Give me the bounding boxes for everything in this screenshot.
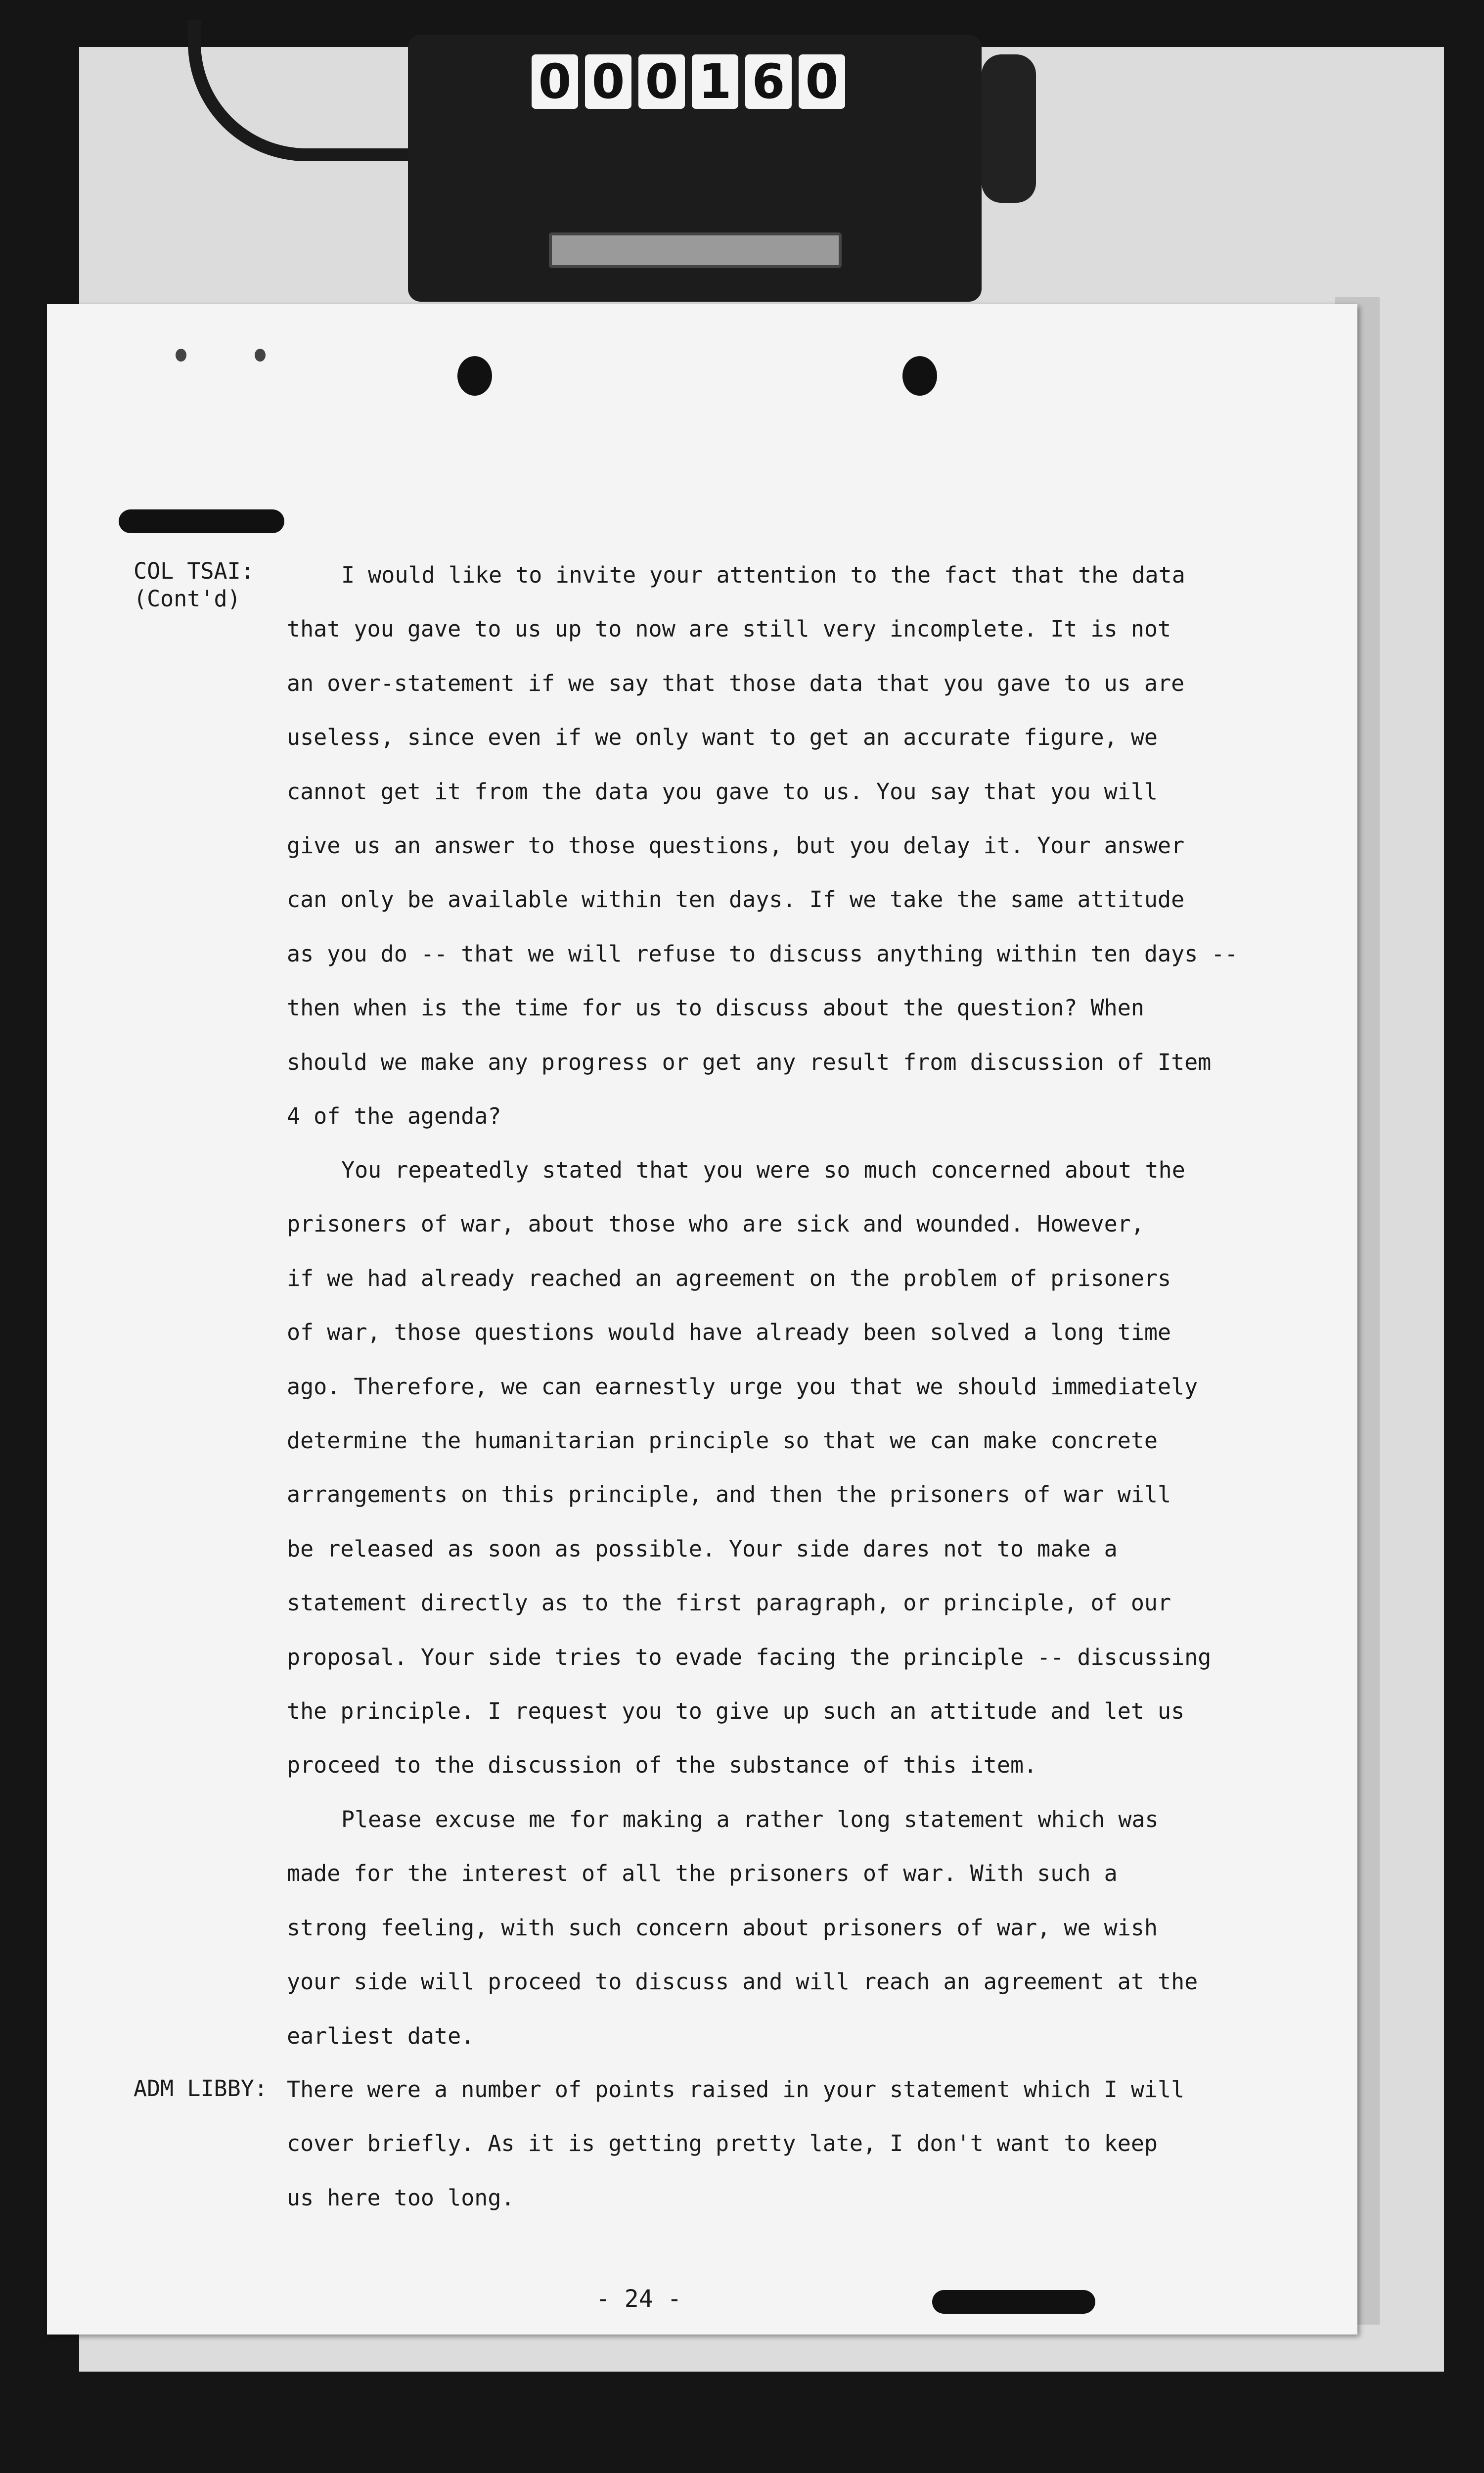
speaker-label-col-tsai: COL TSAI: (Cont'd) (134, 558, 254, 612)
counter-digit: 1 (692, 54, 738, 109)
counter-digit: 0 (638, 54, 685, 109)
counter-digit: 6 (745, 54, 792, 109)
staple-mark (255, 349, 266, 362)
counter-nameplate (549, 232, 842, 268)
counter-digit: 0 (532, 54, 578, 109)
page-number: - 24 - (596, 2285, 682, 2313)
staple-mark (176, 349, 186, 362)
speaker-label-adm-libby: ADM LIBBY: (134, 2075, 268, 2102)
counter-knob (982, 54, 1036, 203)
transcript-paragraph: There were a number of points raised in your statement which I will cover briefly. As it is getting pretty late, I don't want to keep us here too long. (287, 2076, 1185, 2211)
classification-redaction (119, 509, 284, 533)
transcript-paragraph: I would like to invite your attention to the fact that the data that you gave to us up to now are still very incomplete. It is not an over-statement if we say that those data that you gave to us are useless, since even if we only want to get an accurate figure, we cannot get it from the data you gave to us. You say that you will give us an answer to those questions, but you delay it. Your answer can only be available within ten days. If we take the same attitude as you do -- that we will refuse to discuss anything within ten days -- then when is the time for us to discuss about the question? When should we make any progress or get any result from discussion of Item 4 of the agenda? (287, 562, 1238, 1130)
frame-counter-digits (532, 54, 845, 109)
transcript-paragraph: You repeatedly stated that you were so much concerned about the prisoners of war, about those who are sick and wounded. However, if we had already reached an agreement on the problem of prisoners of war, those questions would have already been solved a long time ago. Therefore, we can earnestly urge you that we should immediately determine the humanitarian principle so that we can make concrete arrangements on this principle, and then the prisoners of war will be released as soon as possible. Your side dares not to make a statement directly as to the first paragraph, or principle, of our proposal. Your side tries to evade facing the principle -- discussing the principle. I request you to give up such an attitude and let us proceed to the discussion of the substance of this item. (287, 1157, 1212, 1779)
transcript-paragraph: Please excuse me for making a rather long statement which was made for the interest of all the prisoners of war. With such a strong feeling, with such concern about prisoners of war, we wish your side will proceed to discuss and will reach an agreement at the earliest date. (287, 1806, 1198, 2049)
punch-hole (902, 356, 937, 396)
punch-hole (457, 356, 492, 396)
classification-redaction (932, 2290, 1095, 2314)
counter-digit: 0 (799, 54, 845, 109)
counter-digit: 0 (585, 54, 631, 109)
